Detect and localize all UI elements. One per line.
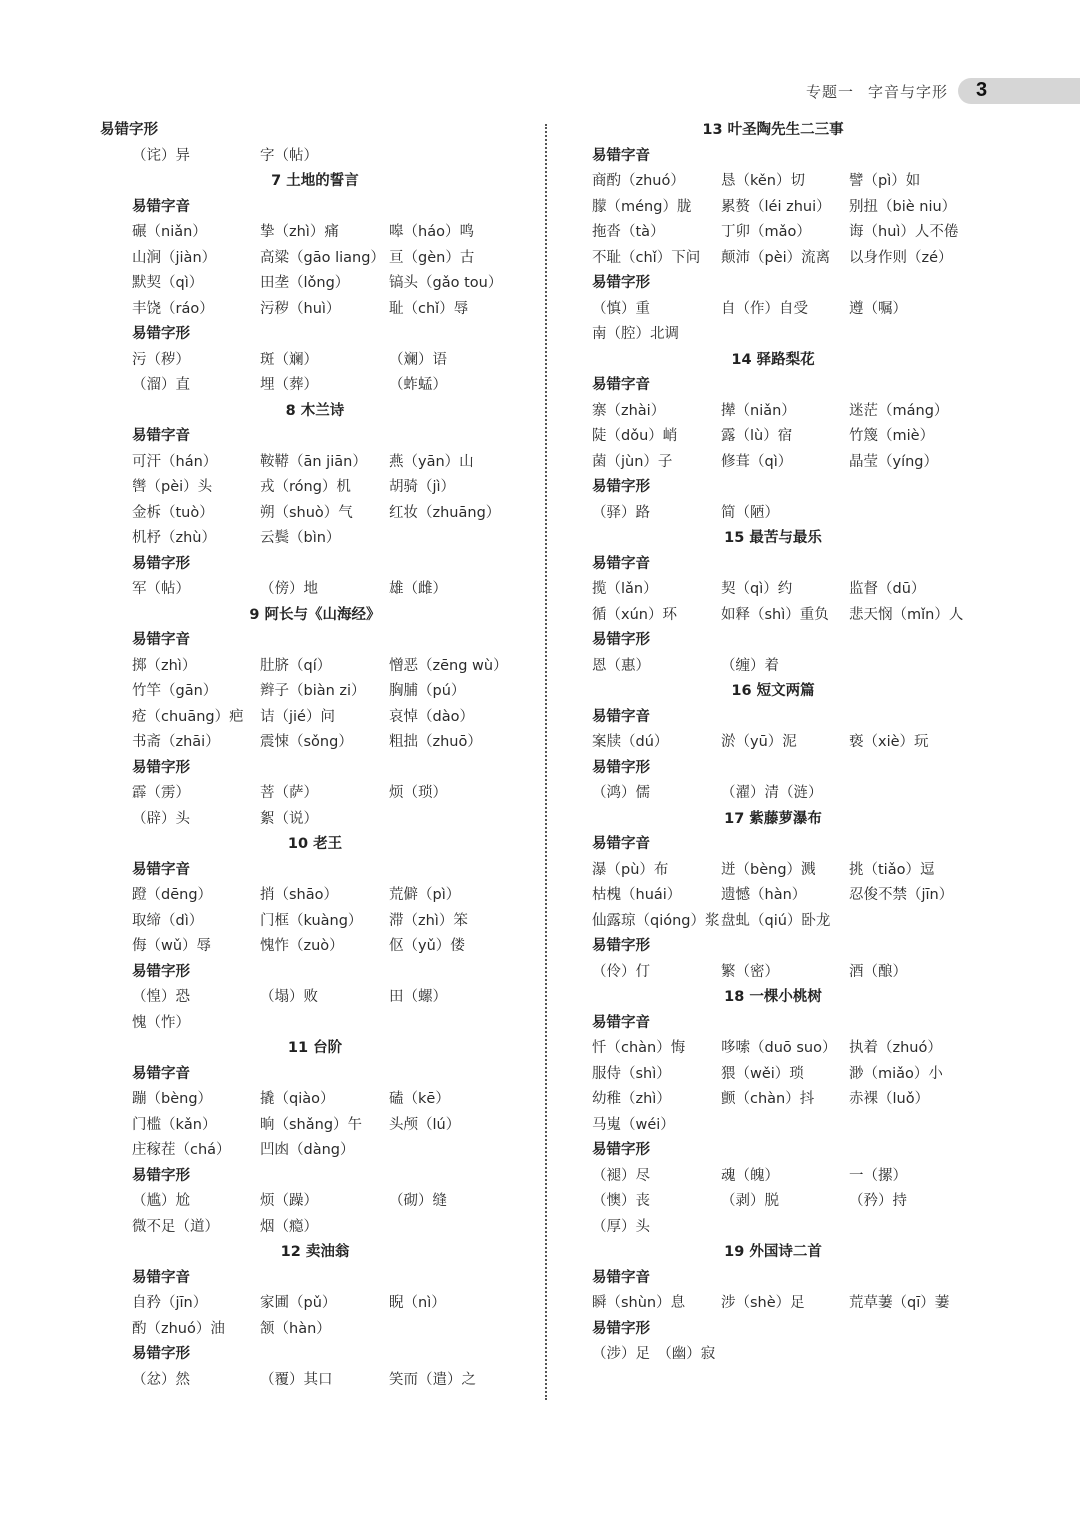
word-entry: 笑而（遣）之 xyxy=(389,1371,476,1388)
word-row xyxy=(592,1062,992,1088)
category-heading: 易错字形 xyxy=(592,1320,650,1337)
word-entry: 晌（shǎng）午 xyxy=(260,1116,363,1133)
word-row xyxy=(100,679,520,705)
word-entry: 诲（huì）人不倦 xyxy=(849,224,959,240)
word-entry: 愧（怍） xyxy=(132,1014,190,1031)
word-entry: 蹦（bèng） xyxy=(132,1091,213,1107)
word-entry: （懊）丧 xyxy=(592,1193,650,1209)
word-entry: 执着（zhuó） xyxy=(849,1040,942,1056)
word-entry: （涉）足 （幽）寂 xyxy=(592,1346,716,1362)
word-entry: 鞍鞯（ān jiān） xyxy=(260,453,367,470)
word-entry: （惶）恐 xyxy=(132,989,190,1005)
word-row xyxy=(100,373,520,399)
word-entry: 渺（miǎo）小 xyxy=(849,1065,943,1082)
category-heading: 易错字音 xyxy=(592,1014,650,1031)
word-entry: 默契（qì） xyxy=(132,275,204,291)
word-entry: 丁卯（mǎo） xyxy=(721,224,811,240)
word-entry: 瞬（shùn）息 xyxy=(592,1295,686,1311)
word-entry: 撬（qiào） xyxy=(260,1091,335,1107)
word-entry: 可汗（hán） xyxy=(132,453,218,470)
word-entry: 魂（魄） xyxy=(721,1167,779,1184)
word-entry: 污秽（huì） xyxy=(260,300,341,317)
word-row xyxy=(592,883,992,909)
word-entry: 烦（琐） xyxy=(389,785,447,801)
word-entry: （忿）然 xyxy=(132,1371,190,1388)
word-row xyxy=(100,475,520,501)
word-row xyxy=(100,348,520,374)
word-entry: 瀑（pù）布 xyxy=(592,861,669,878)
word-entry: 荒僻（pì） xyxy=(389,887,461,903)
word-entry: 契（qì）约 xyxy=(721,581,793,597)
word-entry: （傍）地 xyxy=(260,581,318,597)
word-entry: （诧）异 xyxy=(132,147,190,164)
word-entry: 胡骑（jì） xyxy=(389,479,456,495)
word-entry: 淤（yū）泥 xyxy=(721,734,797,750)
topic-label: 字音与字形 xyxy=(867,83,948,101)
word-row xyxy=(100,144,520,170)
word-row xyxy=(100,1368,520,1394)
word-entry: 云鬓（bìn） xyxy=(260,530,341,546)
word-row xyxy=(100,883,520,909)
word-row xyxy=(592,297,992,323)
word-entry: 酌（zhuó）油 xyxy=(132,1320,225,1337)
category-heading: 易错字音 xyxy=(592,1269,650,1286)
page-number: 3 xyxy=(976,79,988,101)
word-entry: 絮（说） xyxy=(260,810,318,827)
word-entry: 商酌（zhuó） xyxy=(592,173,685,189)
word-row xyxy=(100,501,520,527)
word-entry: 蹬（dēng） xyxy=(132,887,213,903)
left-column xyxy=(100,118,520,1393)
word-entry: 哆嗦（duō suo） xyxy=(721,1040,837,1056)
word-entry: 辫子（biàn zi） xyxy=(260,683,366,699)
category-heading: 易错字音 xyxy=(592,377,650,393)
category-heading: 易错字形 xyxy=(100,122,158,138)
word-row xyxy=(100,1317,520,1343)
word-row xyxy=(100,1291,520,1317)
word-row xyxy=(100,909,520,935)
word-entry: 埋（葬） xyxy=(260,377,318,393)
word-row xyxy=(100,934,520,960)
category-heading: 易错字形 xyxy=(132,1346,190,1362)
word-row xyxy=(592,577,992,603)
word-entry: 猥（wěi）琐 xyxy=(721,1065,804,1082)
word-entry: 酒（酿） xyxy=(849,963,907,980)
word-entry: （蚱蜢） xyxy=(389,377,447,393)
word-entry: （砌）缝 xyxy=(389,1193,447,1209)
word-entry: （塌）败 xyxy=(260,989,318,1005)
word-entry: （濯）清（涟） xyxy=(721,785,823,801)
word-entry: （尴）尬 xyxy=(132,1193,190,1209)
word-entry: 遵（嘱） xyxy=(849,300,907,317)
category-heading: 易错字音 xyxy=(132,632,190,648)
word-entry: 忏（chàn）悔 xyxy=(592,1040,686,1056)
section-label: 专题一 xyxy=(805,83,854,101)
word-row xyxy=(100,1087,520,1113)
word-row xyxy=(592,1164,992,1190)
lesson-title: 12 卖油翁 xyxy=(280,1244,350,1260)
word-entry: （斓）语 xyxy=(389,351,447,368)
word-row xyxy=(100,730,520,756)
category-heading: 易错字音 xyxy=(132,1065,190,1082)
word-row xyxy=(592,424,992,450)
word-row xyxy=(100,1138,520,1164)
lesson-title: 9 阿长与《山海经》 xyxy=(249,606,381,623)
word-entry: 红妆（zhuāng） xyxy=(389,504,501,521)
word-row xyxy=(592,450,992,476)
word-entry: 恩（惠） xyxy=(592,657,650,674)
page-header xyxy=(0,76,1080,106)
word-entry: 微不足（道） xyxy=(132,1218,219,1235)
lesson-title: 10 老王 xyxy=(287,836,343,852)
word-entry: 书斋（zhāi） xyxy=(132,734,220,750)
word-entry: 愧怍（zuò） xyxy=(260,938,344,954)
word-row xyxy=(100,246,520,272)
category-heading: 易错字形 xyxy=(592,759,650,776)
word-row xyxy=(592,603,992,629)
word-row xyxy=(592,169,992,195)
word-entry: 田垄（lǒng） xyxy=(260,275,350,291)
word-entry: （覆）其口 xyxy=(260,1371,333,1388)
word-entry: 嗥（háo）鸣 xyxy=(389,224,474,240)
category-heading: 易错字音 xyxy=(592,147,650,164)
word-entry: 菌（jùn）子 xyxy=(592,453,673,470)
right-column xyxy=(592,118,992,1368)
word-row xyxy=(592,781,992,807)
word-row xyxy=(592,858,992,884)
word-entry: 盘虬（qiú）卧龙 xyxy=(721,912,831,929)
word-entry: 竹竿（gān） xyxy=(132,683,218,699)
word-entry: 山涧（jiàn） xyxy=(132,249,217,266)
word-entry: （厚）头 xyxy=(592,1218,650,1235)
word-entry: 朔（shuò）气 xyxy=(260,504,353,521)
word-entry: 赤裸（luǒ） xyxy=(849,1091,930,1107)
word-entry: 迸（bèng）溅 xyxy=(721,861,816,878)
word-entry: 服侍（shì） xyxy=(592,1065,671,1082)
word-entry: 颠沛（pèi）流离 xyxy=(721,249,831,266)
word-entry: 取缔（dì） xyxy=(132,912,204,929)
word-entry: 一（摞） xyxy=(849,1167,907,1184)
category-heading: 易错字形 xyxy=(132,555,190,572)
word-entry: 累赘（léi zhui） xyxy=(721,198,831,215)
category-heading: 易错字形 xyxy=(592,632,650,648)
word-entry: 繁（密） xyxy=(721,963,779,980)
word-entry: 以身作则（zé） xyxy=(849,249,953,266)
word-row xyxy=(592,1342,992,1368)
word-row xyxy=(592,1087,992,1113)
category-heading: 易错字音 xyxy=(132,198,190,215)
word-entry: 门槛（kǎn） xyxy=(132,1116,217,1133)
word-row xyxy=(100,1113,520,1139)
word-row xyxy=(592,501,992,527)
word-entry: 辔（pèi）头 xyxy=(132,479,213,495)
word-entry: 忍俊不禁（jīn） xyxy=(849,887,954,903)
word-entry: 金柝（tuò） xyxy=(132,504,214,521)
lesson-title: 7 土地的誓言 xyxy=(271,173,359,189)
word-row xyxy=(100,654,520,680)
word-entry: 亵（xiè）玩 xyxy=(849,734,929,750)
word-entry: （驿）路 xyxy=(592,504,650,521)
word-entry: （矜）持 xyxy=(849,1193,907,1209)
word-entry: 胸脯（pú） xyxy=(389,683,466,699)
word-entry: 枯槐（huái） xyxy=(592,887,682,903)
lesson-title: 11 台阶 xyxy=(287,1040,343,1056)
word-entry: 诘（jié）问 xyxy=(260,708,335,725)
word-entry: 如释（shì）重负 xyxy=(721,606,829,623)
word-entry: 马嵬（wéi） xyxy=(592,1116,675,1133)
word-row xyxy=(100,1189,520,1215)
lesson-title: 16 短文两篇 xyxy=(731,683,815,699)
word-entry: 挑（tiǎo）逗 xyxy=(849,861,935,878)
word-entry: 遗憾（hàn） xyxy=(721,887,807,903)
word-entry: 睨（nì） xyxy=(389,1295,446,1311)
word-entry: 亘（gèn）古 xyxy=(389,249,475,266)
word-entry: 镐头（gǎo tou） xyxy=(389,275,503,291)
word-row xyxy=(592,960,992,986)
word-row xyxy=(100,781,520,807)
word-entry: 揽（lǎn） xyxy=(592,581,658,597)
category-heading: 易错字形 xyxy=(132,326,190,342)
word-row xyxy=(592,1215,992,1241)
word-entry: 机杼（zhù） xyxy=(132,530,216,546)
word-row xyxy=(100,297,520,323)
word-entry: 涉（shè）足 xyxy=(721,1295,805,1311)
word-entry: 自（作）自受 xyxy=(721,300,808,317)
word-entry: 朦（méng）胧 xyxy=(592,198,692,215)
word-entry: 荒草萋（qī）萋 xyxy=(849,1295,950,1311)
word-entry: 自矜（jīn） xyxy=(132,1295,208,1311)
word-row xyxy=(100,807,520,833)
word-row xyxy=(100,1215,520,1241)
word-row xyxy=(592,322,992,348)
category-heading: 易错字形 xyxy=(132,963,190,980)
word-row xyxy=(592,1291,992,1317)
word-entry: 悲天悯（mǐn）人 xyxy=(849,606,964,623)
word-entry: 耻（chǐ）辱 xyxy=(389,300,469,317)
category-heading: 易错字音 xyxy=(592,708,650,725)
word-entry: 烦（躁） xyxy=(260,1193,318,1209)
category-heading: 易错字形 xyxy=(592,938,650,954)
word-row xyxy=(100,1011,520,1037)
word-entry: 譬（pì）如 xyxy=(849,173,921,189)
word-entry: 磕（kē） xyxy=(389,1091,450,1107)
word-row xyxy=(592,1189,992,1215)
word-row xyxy=(100,526,520,552)
word-entry: 挚（zhì）痛 xyxy=(260,224,339,240)
word-entry: 幼稚（zhì） xyxy=(592,1091,671,1107)
word-entry: 哀悼（dào） xyxy=(389,708,474,725)
word-entry: 烟（瘾） xyxy=(260,1218,318,1235)
word-row xyxy=(592,1113,992,1139)
word-entry: 戎（róng）机 xyxy=(260,479,351,495)
word-row xyxy=(592,730,992,756)
word-entry: 监督（dū） xyxy=(849,581,926,597)
word-entry: 燕（yān）山 xyxy=(389,453,474,470)
lesson-title: 8 木兰诗 xyxy=(285,402,345,419)
word-entry: 案牍（dú） xyxy=(592,734,669,750)
category-heading: 易错字形 xyxy=(132,1167,190,1184)
word-row xyxy=(592,246,992,272)
word-entry: 侮（wǔ）辱 xyxy=(132,938,212,954)
word-entry: 伛（yǔ）偻 xyxy=(389,938,465,954)
lesson-title: 19 外国诗二首 xyxy=(724,1244,822,1260)
word-entry: 霹（雳） xyxy=(132,785,190,801)
word-row xyxy=(592,1036,992,1062)
word-entry: （鸿）儒 xyxy=(592,785,650,801)
word-entry: 菩（萨） xyxy=(260,785,318,801)
word-entry: 头颅（lú） xyxy=(389,1116,461,1133)
lesson-title: 18 一棵小桃树 xyxy=(724,989,822,1005)
category-heading: 易错字音 xyxy=(132,861,190,878)
word-entry: 恳（kěn）切 xyxy=(721,173,805,189)
word-entry: 字（帖） xyxy=(260,147,318,164)
word-entry: （溜）直 xyxy=(132,377,190,393)
word-entry: 修葺（qì） xyxy=(721,453,793,470)
word-entry: 仙露琼（qióng）浆 xyxy=(592,912,720,929)
word-entry: 陡（dǒu）峭 xyxy=(592,428,678,444)
word-entry: （剥）脱 xyxy=(721,1193,779,1209)
word-entry: （辟）头 xyxy=(132,810,190,827)
word-entry: 掷（zhì） xyxy=(132,657,197,674)
lesson-title: 14 驿路梨花 xyxy=(731,351,815,368)
lesson-title: 15 最苦与最乐 xyxy=(724,530,822,546)
word-row xyxy=(100,220,520,246)
word-entry: 丰饶（ráo） xyxy=(132,300,214,317)
word-entry: 粗拙（zhuō） xyxy=(389,734,482,750)
word-row xyxy=(100,705,520,731)
word-entry: 震悚（sǒng） xyxy=(260,734,353,750)
word-entry: 雄（雌） xyxy=(389,581,447,597)
word-entry: 军（帖） xyxy=(132,581,190,597)
word-entry: 疮（chuāng）疤 xyxy=(132,708,244,725)
word-entry: 高粱（gāo liang） xyxy=(260,249,385,266)
column-divider xyxy=(545,124,547,1400)
word-entry: 碾（niǎn） xyxy=(132,224,207,240)
word-row xyxy=(592,654,992,680)
lesson-title: 13 叶圣陶先生二三事 xyxy=(702,122,844,138)
category-heading: 易错字音 xyxy=(592,555,650,572)
word-entry: 颤（chàn）抖 xyxy=(721,1091,815,1107)
word-entry: 田（螺） xyxy=(389,989,447,1005)
page-number-tab xyxy=(958,78,1080,104)
word-entry: 颔（hàn） xyxy=(260,1320,331,1337)
word-row xyxy=(592,399,992,425)
word-entry: 肚脐（qí） xyxy=(260,657,332,674)
word-entry: 庄稼茬（chá） xyxy=(132,1142,231,1158)
word-entry: 凹凼（dàng） xyxy=(260,1142,355,1158)
running-head xyxy=(806,81,948,102)
word-entry: 斑（斓） xyxy=(260,351,318,368)
word-entry: （伶）仃 xyxy=(592,963,650,980)
lesson-title: 17 紫藤萝瀑布 xyxy=(724,810,822,827)
word-entry: 撵（niǎn） xyxy=(721,402,796,419)
category-heading: 易错字音 xyxy=(592,836,650,852)
word-entry: 别扭（biè niu） xyxy=(849,198,957,215)
word-entry: 捎（shāo） xyxy=(260,887,339,903)
word-entry: 露（lù）宿 xyxy=(721,428,793,444)
category-heading: 易错字音 xyxy=(132,1269,190,1286)
category-heading: 易错字形 xyxy=(592,479,650,495)
word-row xyxy=(592,909,992,935)
word-entry: 竹篾（miè） xyxy=(849,428,935,444)
word-entry: 憎恶（zēng wù） xyxy=(389,657,508,674)
word-row xyxy=(592,220,992,246)
word-row xyxy=(100,271,520,297)
word-entry: （褪）尽 xyxy=(592,1167,650,1184)
category-heading: 易错字音 xyxy=(132,428,190,444)
word-entry: 简（陋） xyxy=(721,504,779,521)
word-entry: 晶莹（yíng） xyxy=(849,453,939,470)
word-entry: 门框（kuàng） xyxy=(260,912,363,929)
word-entry: （慎）重 xyxy=(592,300,650,317)
word-entry: 寨（zhài） xyxy=(592,402,666,419)
word-entry: 循（xún）环 xyxy=(592,606,677,623)
word-row xyxy=(100,577,520,603)
category-heading: 易错字形 xyxy=(132,759,190,776)
word-entry: 家圃（pǔ） xyxy=(260,1295,337,1311)
word-row xyxy=(100,985,520,1011)
word-entry: 南（腔）北调 xyxy=(592,326,679,342)
word-entry: 污（秽） xyxy=(132,351,190,368)
word-entry: 不耻（chǐ）下问 xyxy=(592,249,701,266)
word-entry: 拖沓（tà） xyxy=(592,224,665,240)
word-row xyxy=(100,450,520,476)
word-row xyxy=(592,195,992,221)
category-heading: 易错字形 xyxy=(592,275,650,291)
category-heading: 易错字形 xyxy=(592,1142,650,1158)
word-entry: 滞（zhì）笨 xyxy=(389,912,468,929)
word-entry: 迷茫（máng） xyxy=(849,402,949,419)
word-entry: （缠）着 xyxy=(721,657,779,674)
